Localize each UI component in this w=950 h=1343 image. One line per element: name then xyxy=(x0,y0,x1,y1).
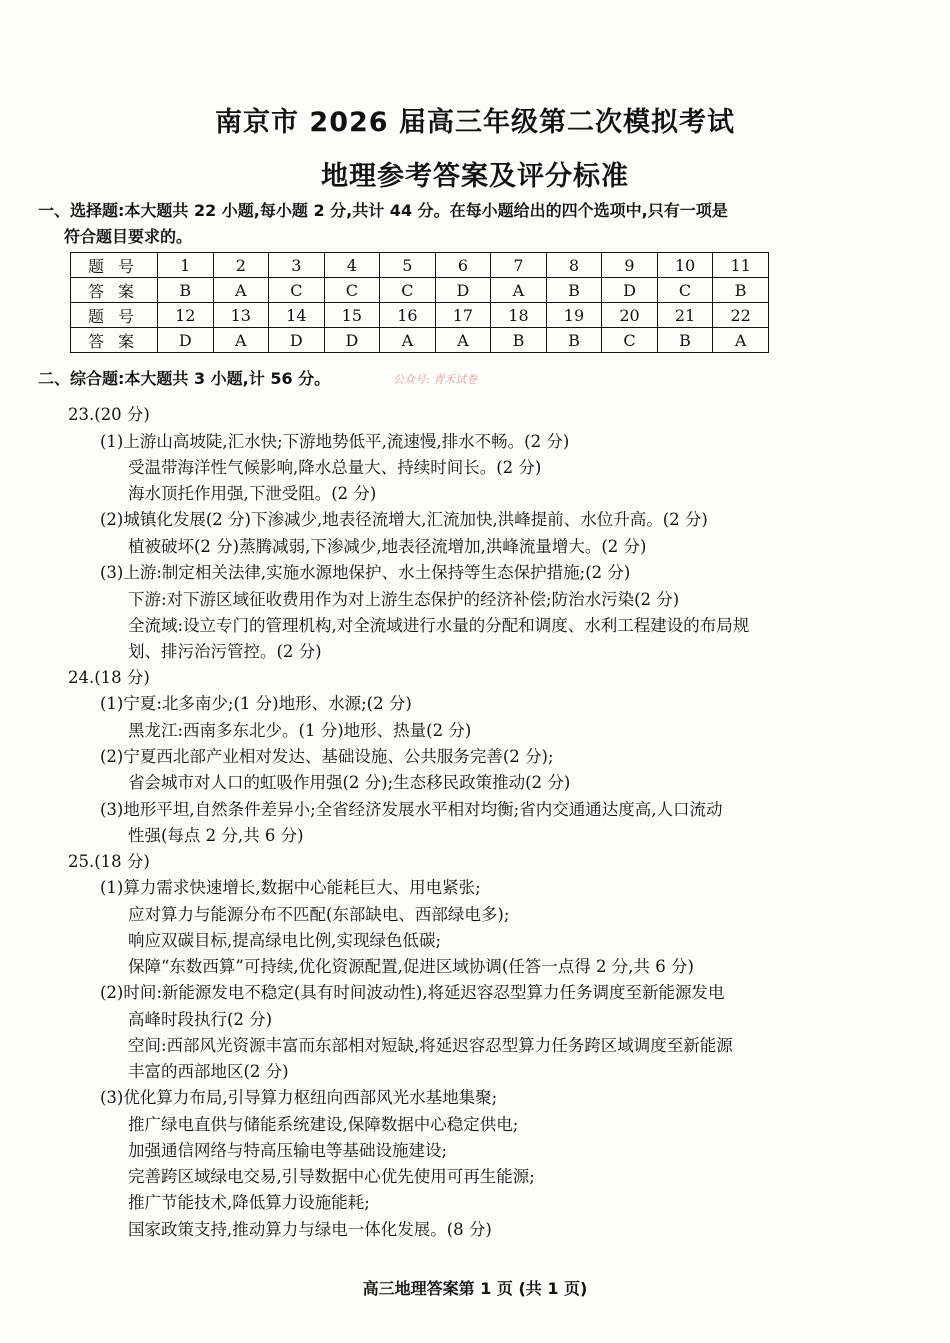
answer-line: (1)上游山高坡陡,汇水快;下游地势低平,流速慢,排水不畅。(2 分) xyxy=(100,432,570,451)
table-cell: B xyxy=(491,328,547,353)
answer-line: (2)城镇化发展(2 分)下渗减少,地表径流增大,汇流加快,洪峰提前、水位升高。(2 分) xyxy=(100,510,708,529)
table-cell: D xyxy=(269,328,325,353)
section-2-heading: 二、综合题:本大题共 3 小题,计 56 分。 xyxy=(38,369,331,388)
answer-line: 完善跨区域绿电交易,引导数据中心优先使用可再生能源; xyxy=(128,1167,535,1186)
table-row-answers-1 xyxy=(71,278,769,303)
question-label: 题号 xyxy=(71,253,158,278)
table-cell: 13 xyxy=(213,303,269,328)
table-cell: 9 xyxy=(602,253,658,278)
table-cell: 5 xyxy=(380,253,436,278)
answer-line: (1)算力需求快速增长,数据中心能耗巨大、用电紧张; xyxy=(100,878,481,897)
table-cell: A xyxy=(713,328,769,353)
table-cell: 8 xyxy=(546,253,602,278)
answer-line: (3)地形平坦,自然条件差异小;全省经济发展水平相对均衡;省内交通通达度高,人口流动 xyxy=(100,800,723,819)
section-1-heading-line1: 一、选择题:本大题共 22 小题,每小题 2 分,共计 44 分。在每小题给出的四个选项中,只有一项是 xyxy=(38,201,728,220)
answer-line: 性强(每点 2 分,共 6 分) xyxy=(128,826,304,845)
table-cell: D xyxy=(602,278,658,303)
table-cell: D xyxy=(435,278,491,303)
answer-line: 国家政策支持,推动算力与绿电一体化发展。(8 分) xyxy=(128,1220,492,1239)
answer-table xyxy=(70,252,769,353)
table-cell: A xyxy=(213,328,269,353)
table-cell: 11 xyxy=(713,253,769,278)
table-cell: 15 xyxy=(324,303,380,328)
question-label: 题号 xyxy=(71,303,158,328)
answer-line: 加强通信网络与特高压输电等基础设施建设; xyxy=(128,1141,448,1160)
answer-line: (2)宁夏西北部产业相对发达、基础设施、公共服务完善(2 分); xyxy=(100,747,554,766)
answer-line: 受温带海洋性气候影响,降水总量大、持续时间长。(2 分) xyxy=(128,458,542,477)
answer-line: 响应双碳目标,提高绿电比例,实现绿色低碳; xyxy=(128,931,442,950)
table-row-questions-2 xyxy=(71,303,769,328)
table-cell: 21 xyxy=(657,303,713,328)
answer-line: 全流域:设立专门的管理机构,对全流域进行水量的分配和调度、水利工程建设的布局规 xyxy=(128,616,750,635)
table-cell: 12 xyxy=(158,303,214,328)
table-cell: B xyxy=(158,278,214,303)
table-cell: B xyxy=(546,278,602,303)
question-23-heading: 23.(20 分) xyxy=(68,405,150,424)
table-cell: 22 xyxy=(713,303,769,328)
answer-line: 省会城市对人口的虹吸作用强(2 分);生态移民政策推动(2 分) xyxy=(128,773,571,792)
answer-line: 推广绿电直供与储能系统建设,保障数据中心稳定供电; xyxy=(128,1115,519,1134)
answer-line: 丰富的西部地区(2 分) xyxy=(128,1062,289,1081)
table-cell: D xyxy=(324,328,380,353)
table-cell: C xyxy=(324,278,380,303)
table-cell: 3 xyxy=(269,253,325,278)
answer-line: (3)优化算力布局,引导算力枢纽向西部风光水基地集聚; xyxy=(100,1088,498,1107)
answer-line: 划、排污治污管控。(2 分) xyxy=(128,642,322,661)
table-cell: B xyxy=(657,328,713,353)
question-25-heading: 25.(18 分) xyxy=(68,852,150,871)
table-cell: A xyxy=(380,328,436,353)
answer-line: 植被破坏(2 分)蒸腾减弱,下渗减少,地表径流增加,洪峰流量增大。(2 分) xyxy=(128,537,647,556)
table-cell: D xyxy=(158,328,214,353)
answer-line: (1)宁夏:北多南少;(1 分)地形、水源;(2 分) xyxy=(100,694,412,713)
table-cell: 7 xyxy=(491,253,547,278)
table-row-questions-1 xyxy=(71,253,769,278)
table-cell: B xyxy=(546,328,602,353)
answer-label: 答案 xyxy=(71,328,158,353)
section-1-heading xyxy=(38,198,918,250)
table-cell: 6 xyxy=(435,253,491,278)
answer-line: (2)时间:新能源发电不稳定(具有时间波动性),将延迟容忍型算力任务调度至新能源发电 xyxy=(100,983,725,1002)
table-cell: 14 xyxy=(269,303,325,328)
table-cell: 2 xyxy=(213,253,269,278)
table-cell: 10 xyxy=(657,253,713,278)
table-cell: C xyxy=(657,278,713,303)
table-cell: 18 xyxy=(491,303,547,328)
table-cell: A xyxy=(213,278,269,303)
table-cell: 17 xyxy=(435,303,491,328)
table-cell: C xyxy=(602,328,658,353)
exam-title: 南京市 2026 届高三年级第二次模拟考试 xyxy=(215,107,735,138)
table-row-answers-2 xyxy=(71,328,769,353)
table-cell: 20 xyxy=(602,303,658,328)
answer-label: 答案 xyxy=(71,278,158,303)
answer-line: 下游:对下游区域征收费用作为对上游生态保护的经济补偿;防治水污染(2 分) xyxy=(128,590,680,609)
answer-line: 推广节能技术,降低算力设施能耗; xyxy=(128,1193,370,1212)
exam-subtitle: 地理参考答案及评分标准 xyxy=(321,161,629,192)
question-24-heading: 24.(18 分) xyxy=(68,668,150,687)
table-cell: A xyxy=(435,328,491,353)
answer-line: 黑龙江:西南多东北少。(1 分)地形、热量(2 分) xyxy=(128,721,472,740)
section-1-heading-line2: 符合题目要求的。 xyxy=(64,227,193,246)
answer-line: 高峰时段执行(2 分) xyxy=(128,1010,273,1029)
table-cell: 19 xyxy=(546,303,602,328)
table-cell: 1 xyxy=(158,253,214,278)
table-cell: 4 xyxy=(324,253,380,278)
answer-line: (3)上游:制定相关法律,实施水源地保护、水土保持等生态保护措施;(2 分) xyxy=(100,563,631,582)
table-cell: 16 xyxy=(380,303,436,328)
table-cell: C xyxy=(269,278,325,303)
answer-line: 保障“东数西算”可持续,优化资源配置,促进区域协调(任答一点得 2 分,共 6 分) xyxy=(128,957,694,976)
watermark: 公众号: 青禾试卷 xyxy=(393,373,478,386)
table-cell: C xyxy=(380,278,436,303)
table-cell: A xyxy=(491,278,547,303)
answer-line: 空间:西部风光资源丰富而东部相对短缺,将延迟容忍型算力任务跨区域调度至新能源 xyxy=(128,1036,733,1055)
answer-line: 应对算力与能源分布不匹配(东部缺电、西部绿电多); xyxy=(128,905,510,924)
answer-line: 海水顶托作用强,下泄受阻。(2 分) xyxy=(128,484,377,503)
table-cell: B xyxy=(713,278,769,303)
page-footer: 高三地理答案第 1 页 (共 1 页) xyxy=(362,1279,588,1298)
